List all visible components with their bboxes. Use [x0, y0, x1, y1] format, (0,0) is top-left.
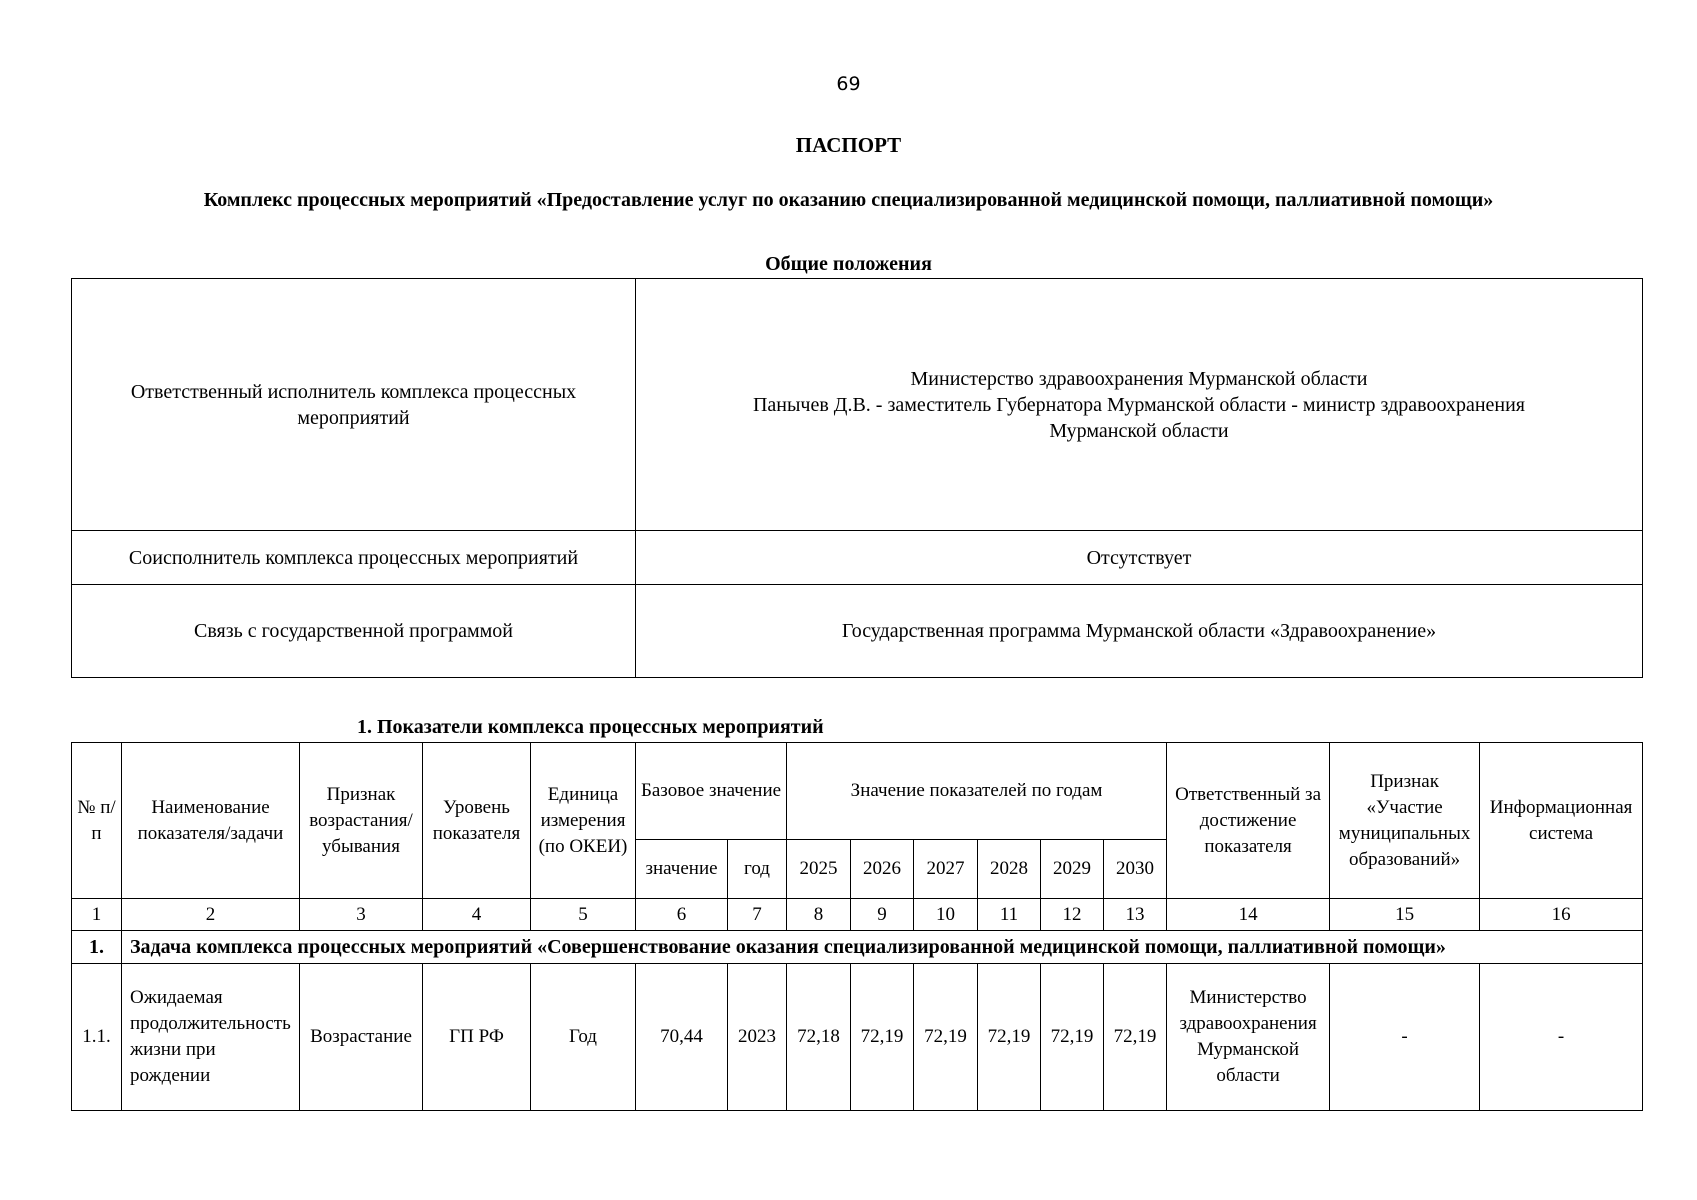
column-numbers-row — [72, 899, 1643, 931]
col-header-municipal: Признак «Участие муниципальных образований» — [1330, 743, 1480, 899]
indicators-heading: 1. Показатели комплекса процессных мероприятий — [357, 716, 824, 738]
task-text: Задача комплекса процессных мероприятий «Совершенствование оказания специализированной медицинской помощи, паллиативной помощи» — [122, 931, 1643, 964]
indicator-responsible: Министерство здравоохранения Мурманской области — [1167, 964, 1330, 1111]
responsible-executor-value — [636, 279, 1643, 531]
responsible-executor-line: Министерство здравоохранения Мурманской области — [910, 367, 1368, 390]
column-number: 15 — [1330, 899, 1480, 931]
col-header-base-year: год — [728, 840, 787, 899]
col-header-base-value: значение — [636, 840, 728, 899]
co-executor-row — [72, 531, 1643, 585]
col-header-year: 2028 — [978, 840, 1041, 899]
col-header-year: 2025 — [787, 840, 851, 899]
general-provisions-table — [71, 278, 1643, 678]
task-row — [72, 931, 1643, 964]
program-link-value: Государственная программа Мурманской области «Здравоохранение» — [636, 585, 1643, 678]
col-header-name: Наименование показателя/задачи — [122, 743, 300, 899]
indicators-header-row — [72, 743, 1643, 840]
col-header-num: № п/п — [72, 743, 122, 899]
column-number: 6 — [636, 899, 728, 931]
column-number: 5 — [531, 899, 636, 931]
column-number: 13 — [1104, 899, 1167, 931]
col-header-base: Базовое значение — [636, 743, 787, 840]
document-subtitle: Комплекс процессных мероприятий «Предоставление услуг по оказанию специализированной медицинской помощи, паллиативной помощи» — [203, 189, 1494, 211]
indicator-info-system: - — [1480, 964, 1643, 1111]
page-number: 69 — [836, 73, 861, 95]
indicator-year-value: 72,19 — [1041, 964, 1104, 1111]
col-header-unit: Единица измерения (по ОКЕИ) — [531, 743, 636, 899]
indicator-row — [72, 964, 1643, 1111]
column-number: 14 — [1167, 899, 1330, 931]
document-title: ПАСПОРТ — [795, 133, 902, 157]
column-number: 2 — [122, 899, 300, 931]
col-header-year: 2029 — [1041, 840, 1104, 899]
co-executor-label: Соисполнитель комплекса процессных мероприятий — [72, 531, 636, 585]
indicator-year-value: 72,19 — [978, 964, 1041, 1111]
responsible-executor-row — [72, 279, 1643, 531]
indicator-year-value: 72,19 — [851, 964, 914, 1111]
column-number: 12 — [1041, 899, 1104, 931]
column-number: 4 — [423, 899, 531, 931]
task-number: 1. — [72, 931, 122, 964]
column-number: 10 — [914, 899, 978, 931]
indicator-level: ГП РФ — [423, 964, 531, 1111]
co-executor-value: Отсутствует — [636, 531, 1643, 585]
general-provisions-heading: Общие положения — [765, 253, 932, 275]
column-number: 9 — [851, 899, 914, 931]
indicator-year-value: 72,19 — [914, 964, 978, 1111]
col-header-year: 2027 — [914, 840, 978, 899]
col-header-responsible: Ответственный за достижение показателя — [1167, 743, 1330, 899]
column-number: 16 — [1480, 899, 1643, 931]
column-number: 8 — [787, 899, 851, 931]
indicators-table — [71, 742, 1643, 1111]
column-number: 11 — [978, 899, 1041, 931]
col-header-trend: Признак возрастания/ убывания — [300, 743, 423, 899]
program-link-row — [72, 585, 1643, 678]
col-header-year: 2030 — [1104, 840, 1167, 899]
col-header-level: Уровень показателя — [423, 743, 531, 899]
column-number: 3 — [300, 899, 423, 931]
col-header-years-group: Значение показателей по годам — [787, 743, 1167, 840]
indicator-base-value: 70,44 — [636, 964, 728, 1111]
indicator-municipal: - — [1330, 964, 1480, 1111]
indicator-name: Ожидаемая продолжительность жизни при рождении — [122, 964, 300, 1111]
indicator-year-value: 72,18 — [787, 964, 851, 1111]
responsible-executor-line: Панычев Д.В. - заместитель Губернатора Мурманской области - министр здравоохранения — [752, 393, 1526, 416]
indicator-base-year: 2023 — [728, 964, 787, 1111]
col-header-info-system: Информационная система — [1480, 743, 1643, 899]
indicator-num: 1.1. — [72, 964, 122, 1111]
responsible-executor-label: Ответственный исполнитель комплекса процессных мероприятий — [72, 279, 636, 531]
indicator-year-value: 72,19 — [1104, 964, 1167, 1111]
indicator-unit: Год — [531, 964, 636, 1111]
column-number: 7 — [728, 899, 787, 931]
responsible-executor-line: Мурманской области — [1049, 419, 1229, 442]
col-header-year: 2026 — [851, 840, 914, 899]
indicator-trend: Возрастание — [300, 964, 423, 1111]
column-number: 1 — [72, 899, 122, 931]
program-link-label: Связь с государственной программой — [72, 585, 636, 678]
